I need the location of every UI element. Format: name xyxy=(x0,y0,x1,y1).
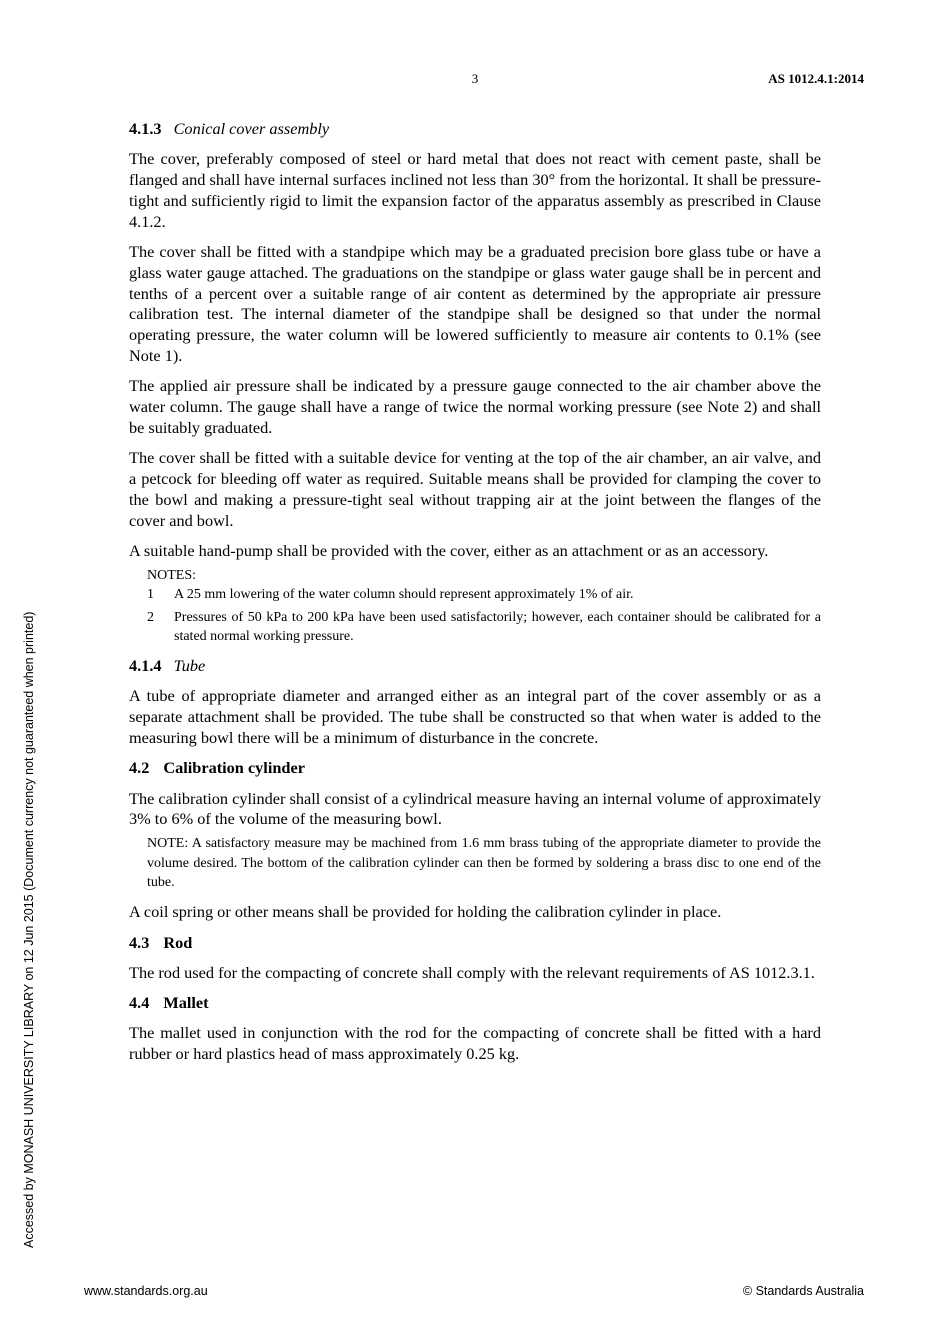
note-text: A 25 mm lowering of the water column should represent approximately 1% of air. xyxy=(174,587,634,603)
section-title: Conical cover assembly xyxy=(173,119,330,138)
page-content xyxy=(129,119,821,1065)
paragraph: The applied air pressure shall be indicated by a pressure gauge connected to the air chamber above the water column. The gauge shall have a range of twice the normal working pressure (see Note 2) and shall be suitably graduated. xyxy=(129,376,821,437)
note-block: NOTE: A satisfactory measure may be machined from 1.6 mm brass tubing of the appropriate diameter to provide the volume desired. The bottom of the calibration cylinder can then be formed by soldering a brass disc to one end of the tube. xyxy=(147,836,821,891)
notes-block xyxy=(147,566,821,647)
section-number: 4.1.4 xyxy=(129,656,162,676)
note-item xyxy=(147,585,821,605)
access-stamp: Accessed by MONASH UNIVERSITY LIBRARY on 12 Jun 2015 (Document currency not guaranteed when printed) xyxy=(22,611,36,1248)
paragraph: The cover shall be fitted with a standpipe which may be a graduated precision bore glass tube or have a glass water gauge attached. The graduations on the standpipe or glass water gauge shall be in percent and tenths of a percent over a suitable range of air content as determined by the appropriate air pressure calibration test. The internal diameter of the standpipe shall be designed so that under the normal operating pressure, the water column will be lowered sufficiently to measure air contents to 0.1% (see Note 1). xyxy=(129,241,821,365)
section-heading-4-4 xyxy=(129,993,821,1014)
section-heading-4-3 xyxy=(129,933,821,954)
paragraph: The mallet used in conjunction with the rod for the compacting of concrete shall be fitted with a hard rubber or hard plastics head of mass approximately 0.25 kg. xyxy=(129,1023,821,1064)
section-number: 4.3 xyxy=(129,932,150,952)
section-number: 4.2 xyxy=(129,758,150,778)
note-text: Pressures of 50 kPa to 200 kPa have been used satisfactorily; however, each container should be calibrated for a stated normal working pressure. xyxy=(174,609,821,645)
paragraph: The calibration cylinder shall consist of a cylindrical measure having an internal volume of approximately 3% to 6% of the volume of the measuring bowl. xyxy=(129,788,821,829)
section-title: Mallet xyxy=(163,993,209,1013)
note-item xyxy=(147,608,821,647)
section-title: Calibration cylinder xyxy=(163,758,305,778)
section-title: Rod xyxy=(163,932,193,952)
paragraph: A suitable hand-pump shall be provided with the cover, either as an attachment or as an accessory. xyxy=(129,540,769,560)
document-id: AS 1012.4.1:2014 xyxy=(768,71,864,86)
notes-label: NOTES: xyxy=(147,567,196,583)
section-number: 4.4 xyxy=(129,993,150,1013)
section-heading-4-1-4 xyxy=(129,656,821,677)
section-heading-4-1-3 xyxy=(129,119,821,140)
section-title: Tube xyxy=(173,656,206,676)
section-heading-4-2 xyxy=(129,758,821,779)
page-number: 3 xyxy=(471,71,479,86)
footer-copyright: © Standards Australia xyxy=(742,1284,864,1298)
paragraph: The rod used for the compacting of concrete shall comply with the relevant requirements of AS 1012.3.1. xyxy=(129,962,815,982)
footer-website: www.standards.org.au xyxy=(84,1284,208,1298)
note-number: 2 xyxy=(147,609,154,625)
paragraph: A tube of appropriate diameter and arranged either as an integral part of the cover assembly or as a separate attachment shall be provided. The tube shall be constructed so that when water is added to the measuring bowl there will be a minimum of disturbance in the concrete. xyxy=(129,686,821,748)
section-number: 4.1.3 xyxy=(129,119,162,138)
paragraph: The cover shall be fitted with a suitable device for venting at the top of the air chamber, an air valve, and a petcock for bleeding off water as required. Suitable means shall be provided for clamping the cover to the bowl and making a pressure-tight seal without trapping air at the joint between the flanges of the cover and bowl. xyxy=(129,448,821,530)
note-number: 1 xyxy=(147,587,154,603)
paragraph: The cover, preferably composed of steel or hard metal that does not react with cement paste, shall be flanged and shall have internal surfaces inclined not less than 30° from the horizontal. It shall be pressure-tight and sufficiently rigid to limit the expansion factor of the apparatus assembly as prescribed in Clause 4.1.2. xyxy=(129,149,821,231)
paragraph: A coil spring or other means shall be provided for holding the calibration cylinder in place. xyxy=(129,902,722,922)
